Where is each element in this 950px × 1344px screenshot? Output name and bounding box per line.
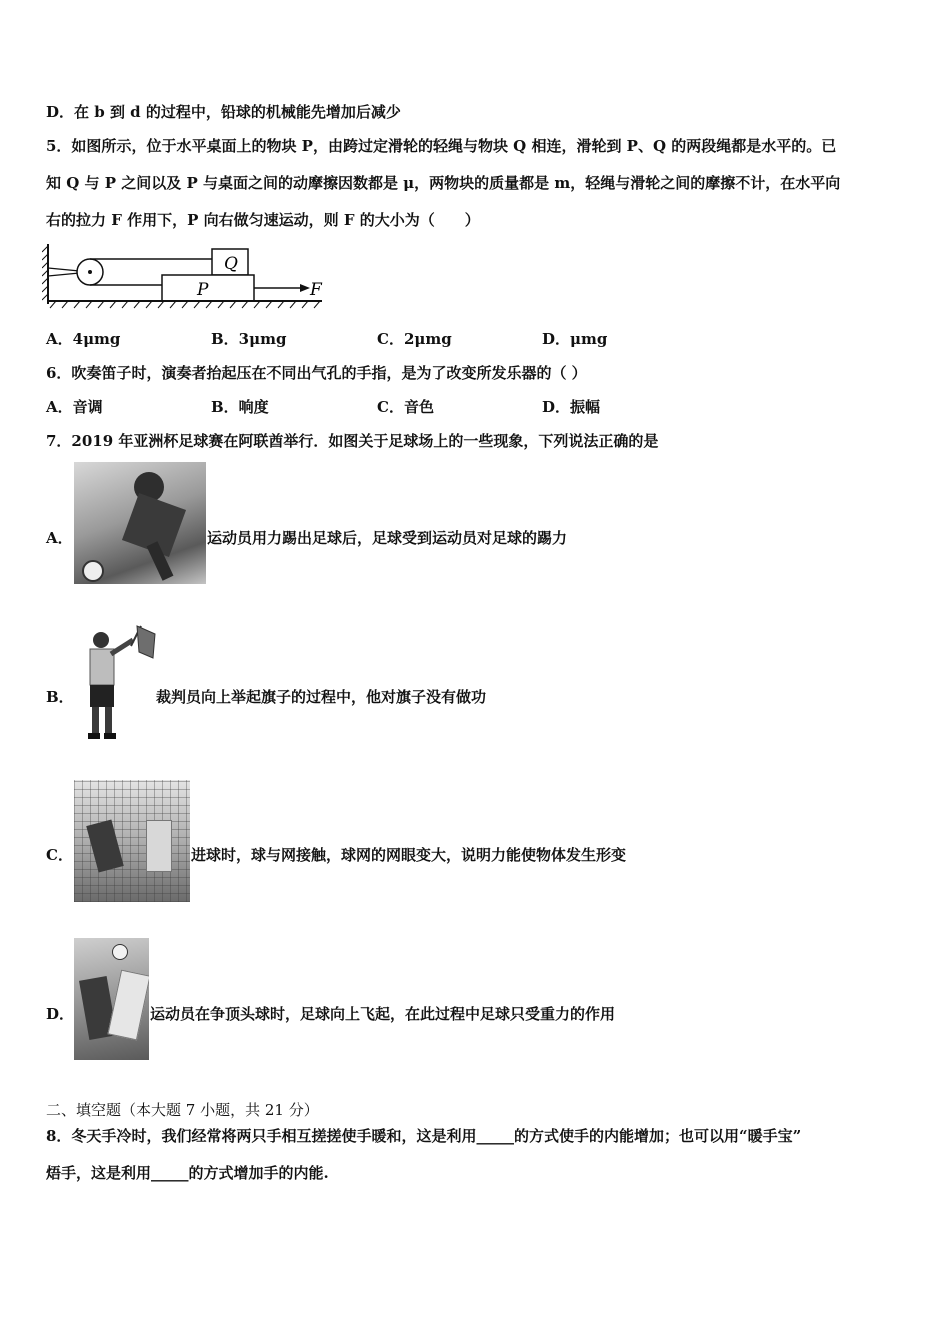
q6-stem: 6．吹奏笛子时，演奏者抬起压在不同出气孔的手指，是为了改变所发乐器的（ ） [46,364,587,382]
label-f: F [310,280,322,300]
q5-option-c[interactable]: C．2μmg [377,330,452,348]
q7-option-c-text: 进球时，球与网接触，球网的网眼变大，说明力能使物体发生形变 [191,846,627,864]
q7-option-d-text: 运动员在争顶头球时，足球向上飞起，在此过程中足球只受重力的作用 [150,1005,616,1023]
photo-referee-flag [73,622,163,744]
q4-option-d: D．在 b 到 d 的过程中，铅球的机械能先增加后减少 [46,103,401,121]
photo-goal-net [74,780,190,902]
q7-option-a-text: 运动员用力踢出足球后，足球受到运动员对足球的踢力 [207,529,568,547]
q7-option-b-text: 裁判员向上举起旗子的过程中，他对旗子没有做功 [156,688,487,706]
q7-option-b-letter[interactable]: B． [46,688,74,706]
photo-header-duel [74,938,149,1060]
q6-option-a[interactable]: A．音调 [46,398,103,416]
photo-player-kicking [74,462,206,584]
q7-stem: 7．2019 年亚洲杯足球赛在阿联酋举行．如图关于足球场上的一些现象，下列说法正确的是 [46,432,659,450]
q8-stem-line-1: 8．冬天手冷时，我们经常将两只手相互搓搓使手暖和，这是利用_____的方式使手的内能增加；也可以用“暖手宝” [46,1127,802,1145]
q6-option-b[interactable]: B．响度 [211,398,269,416]
q6-option-c[interactable]: C．音色 [377,398,434,416]
pulley-diagram [42,242,332,312]
q7-option-a-letter[interactable]: A． [46,529,73,547]
label-p: P [197,280,209,300]
q5-option-d[interactable]: D．μmg [542,330,608,348]
q7-option-c-letter[interactable]: C． [46,846,73,864]
q5-option-b[interactable]: B．3μmg [211,330,287,348]
section-2-title: 二、填空题（本大题 7 小题，共 21 分） [46,1101,319,1119]
q5-stem-line-2: 知 Q 与 P 之间以及 P 与桌面之间的动摩擦因数都是 μ，两物块的质量都是 m，轻绳与滑轮之间的摩擦不计，在水平向 [46,174,841,192]
q5-option-a[interactable]: A．4μmg [46,330,121,348]
q5-stem-line-3: 右的拉力 F 作用下，P 向右做匀速运动，则 F 的大小为（ ） [46,211,480,229]
q5-stem-line-1: 5．如图所示，位于水平桌面上的物块 P，由跨过定滑轮的轻绳与物块 Q 相连，滑轮到 P、Q 的两段绳都是水平的。已 [46,137,837,155]
label-q: Q [224,254,238,274]
q7-option-d-letter[interactable]: D． [46,1005,75,1023]
q6-option-d[interactable]: D．振幅 [542,398,601,416]
q8-stem-line-2: 焐手，这是利用_____的方式增加手的内能. [46,1164,329,1182]
